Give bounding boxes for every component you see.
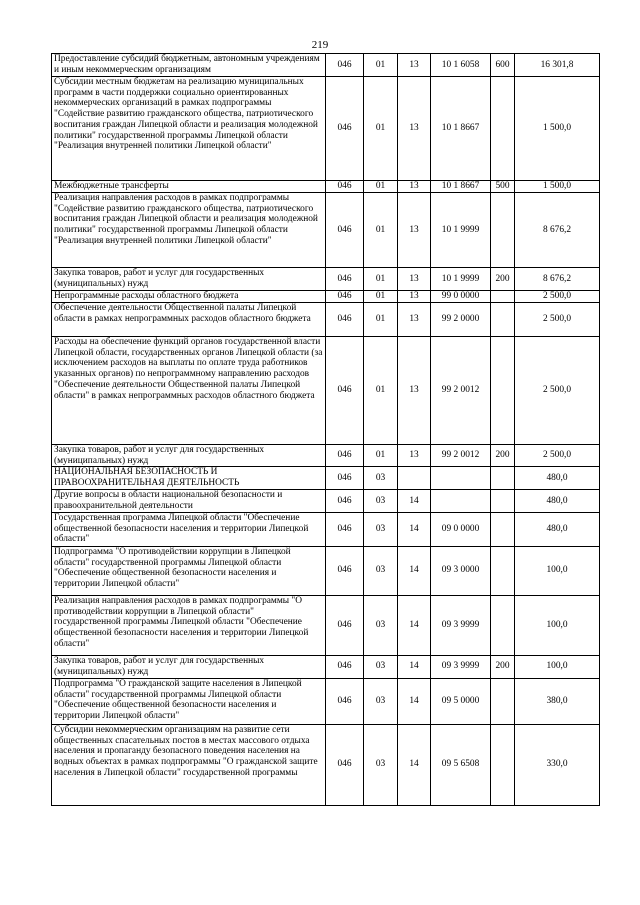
- table-row: [52, 546, 600, 595]
- cell-ved: 046: [326, 512, 364, 546]
- cell-ved: 046: [326, 490, 364, 512]
- cell-rz: 03: [364, 724, 398, 805]
- page-number: 219: [311, 39, 329, 51]
- cell-vr: 200: [491, 445, 515, 467]
- cell-pr: 14: [398, 655, 431, 678]
- cell-pr: 13: [398, 303, 431, 337]
- cell-rz: 01: [364, 303, 398, 337]
- cell-name: Обеспечение деятельности Общественной палаты Липецкой области в рамках непрограммных расходов областного бюджета: [52, 303, 326, 337]
- cell-sum: 1 500,0: [515, 77, 600, 181]
- cell-name: Закупка товаров, работ и услуг для государственных (муниципальных) нужд: [52, 655, 326, 678]
- cell-pr: 13: [398, 291, 431, 303]
- cell-name: Непрограммные расходы областного бюджета: [52, 291, 326, 303]
- cell-name: Субсидии местным бюджетам на реализацию муниципальных программ в части поддержки социально ориентированных некоммерческих организаций в рамках подпрограммы "Содействие развитию гражданского общества, патриотического воспитания граждан Липецкой области и реализация молодежной политики" государственной программы Липецкой области "Реализация внутренней политики Липецкой области": [52, 77, 326, 181]
- cell-vr: [491, 291, 515, 303]
- cell-sum: 1 500,0: [515, 181, 600, 193]
- cell-rz: 03: [364, 512, 398, 546]
- cell-vr: [491, 512, 515, 546]
- table-row: [52, 303, 600, 337]
- cell-sum: 2 500,0: [515, 291, 600, 303]
- cell-ved: 046: [326, 54, 364, 77]
- cell-vr: 200: [491, 268, 515, 291]
- cell-pr: 13: [398, 181, 431, 193]
- cell-vr: [491, 337, 515, 445]
- cell-sum: 2 500,0: [515, 445, 600, 467]
- cell-name: Закупка товаров, работ и услуг для государственных (муниципальных) нужд: [52, 445, 326, 467]
- cell-csr: 09 5 0000: [431, 678, 491, 724]
- cell-csr: 10 1 9999: [431, 193, 491, 268]
- cell-rz: 03: [364, 678, 398, 724]
- cell-csr: [431, 490, 491, 512]
- table-row: [52, 445, 600, 467]
- cell-sum: 8 676,2: [515, 193, 600, 268]
- cell-csr: 09 5 6508: [431, 724, 491, 805]
- cell-vr: [491, 546, 515, 595]
- cell-sum: 16 301,8: [515, 54, 600, 77]
- cell-pr: 14: [398, 724, 431, 805]
- cell-csr: 09 3 0000: [431, 546, 491, 595]
- cell-pr: 14: [398, 546, 431, 595]
- cell-vr: [491, 595, 515, 655]
- table-row: [52, 512, 600, 546]
- cell-vr: [491, 490, 515, 512]
- cell-ved: 046: [326, 337, 364, 445]
- cell-rz: 01: [364, 445, 398, 467]
- table-row: [52, 291, 600, 303]
- cell-vr: 600: [491, 54, 515, 77]
- cell-csr: 10 1 8667: [431, 181, 491, 193]
- cell-name: Реализация направления расходов в рамках подпрограммы "Содействие развитию гражданского общества, патриотического воспитания граждан Липецкой области и реализация молодежной политики" государственной программы Липецкой области "Реализация внутренней политики Липецкой области": [52, 193, 326, 268]
- cell-pr: 14: [398, 490, 431, 512]
- cell-sum: 100,0: [515, 595, 600, 655]
- cell-sum: 2 500,0: [515, 337, 600, 445]
- cell-rz: 01: [364, 181, 398, 193]
- cell-vr: 200: [491, 655, 515, 678]
- cell-name: Предоставление субсидий бюджетным, автономным учреждениям и иным некоммерческим организациям: [52, 54, 326, 77]
- cell-name: Подпрограмма "О гражданской защите населения в Липецкой области" государственной программы Липецкой области "Обеспечение общественной безопасности населения и территории Липецкой области": [52, 678, 326, 724]
- table-row: [52, 337, 600, 445]
- cell-csr: 10 1 9999: [431, 268, 491, 291]
- cell-sum: 2 500,0: [515, 303, 600, 337]
- cell-vr: 500: [491, 181, 515, 193]
- cell-csr: [431, 467, 491, 490]
- cell-rz: 03: [364, 467, 398, 490]
- cell-ved: 046: [326, 546, 364, 595]
- table-row: [52, 655, 600, 678]
- cell-ved: 046: [326, 181, 364, 193]
- cell-ved: 046: [326, 467, 364, 490]
- cell-ved: 046: [326, 193, 364, 268]
- cell-name: НАЦИОНАЛЬНАЯ БЕЗОПАСНОСТЬ И ПРАВООХРАНИТЕЛЬНАЯ ДЕЯТЕЛЬНОСТЬ: [52, 467, 326, 490]
- cell-sum: 480,0: [515, 512, 600, 546]
- table-row: [52, 595, 600, 655]
- cell-sum: 380,0: [515, 678, 600, 724]
- cell-ved: 046: [326, 291, 364, 303]
- cell-ved: 046: [326, 655, 364, 678]
- cell-ved: 046: [326, 445, 364, 467]
- table-row: [52, 54, 600, 77]
- table-row: [52, 724, 600, 805]
- cell-csr: 99 2 0012: [431, 445, 491, 467]
- cell-rz: 03: [364, 490, 398, 512]
- table-row: [52, 490, 600, 512]
- cell-rz: 01: [364, 337, 398, 445]
- table-row: [52, 77, 600, 181]
- cell-rz: 01: [364, 54, 398, 77]
- cell-csr: 99 2 0000: [431, 303, 491, 337]
- cell-ved: 046: [326, 268, 364, 291]
- cell-csr: 09 0 0000: [431, 512, 491, 546]
- cell-ved: 046: [326, 595, 364, 655]
- cell-ved: 046: [326, 678, 364, 724]
- cell-sum: 100,0: [515, 655, 600, 678]
- cell-pr: [398, 467, 431, 490]
- cell-name: Подпрограмма "О противодействии коррупции в Липецкой области" государственной программы Липецкой области "Обеспечение общественной безопасности населения и территории Липецкой области": [52, 546, 326, 595]
- cell-rz: 01: [364, 291, 398, 303]
- cell-pr: 13: [398, 77, 431, 181]
- cell-rz: 03: [364, 655, 398, 678]
- cell-name: Расходы на обеспечение функций органов государственной власти Липецкой области, государственных органов Липецкой области (за исключением расходов на выплаты по оплате труда работников указанных органов) по непрограммному направлению расходов "Обеспечение деятельности Общественной палаты Липецкой области" в рамках непрограммных расходов областного бюджета: [52, 337, 326, 445]
- cell-ved: 046: [326, 724, 364, 805]
- cell-rz: 03: [364, 546, 398, 595]
- cell-vr: [491, 193, 515, 268]
- table-row: [52, 678, 600, 724]
- cell-name: Государственная программа Липецкой области "Обеспечение общественной безопасности населения и территории Липецкой области": [52, 512, 326, 546]
- table-row: [52, 467, 600, 490]
- cell-sum: 100,0: [515, 546, 600, 595]
- cell-rz: 01: [364, 193, 398, 268]
- cell-name: Субсидии некоммерческим организациям на развитие сети общественных спасательных постов в местах массового отдыха населения и пропаганду безопасного поведения населения на водных объектах в рамках подпрограммы "О гражданской защите населения в Липецкой области" государственной программы: [52, 724, 326, 805]
- table-row: [52, 268, 600, 291]
- cell-name: Другие вопросы в области национальной безопасности и правоохранительной деятельности: [52, 490, 326, 512]
- cell-name: Реализация направления расходов в рамках подпрограммы "О противодействии коррупции в Липецкой области" государственной программы Липецкой области "Обеспечение общественной безопасности населения и территории Липецкой области": [52, 595, 326, 655]
- cell-sum: 330,0: [515, 724, 600, 805]
- cell-pr: 14: [398, 678, 431, 724]
- cell-pr: 14: [398, 512, 431, 546]
- cell-csr: 99 2 0012: [431, 337, 491, 445]
- cell-sum: 480,0: [515, 467, 600, 490]
- cell-csr: 09 3 9999: [431, 595, 491, 655]
- cell-csr: 10 1 6058: [431, 54, 491, 77]
- cell-vr: [491, 303, 515, 337]
- cell-pr: 13: [398, 54, 431, 77]
- cell-rz: 01: [364, 77, 398, 181]
- cell-ved: 046: [326, 303, 364, 337]
- cell-pr: 14: [398, 595, 431, 655]
- cell-sum: 480,0: [515, 490, 600, 512]
- cell-vr: [491, 724, 515, 805]
- cell-name: Межбюджетные трансферты: [52, 181, 326, 193]
- cell-sum: 8 676,2: [515, 268, 600, 291]
- cell-vr: [491, 77, 515, 181]
- cell-csr: 10 1 8667: [431, 77, 491, 181]
- table-row: [52, 193, 600, 268]
- cell-vr: [491, 678, 515, 724]
- cell-rz: 01: [364, 268, 398, 291]
- cell-csr: 99 0 0000: [431, 291, 491, 303]
- cell-vr: [491, 467, 515, 490]
- cell-pr: 13: [398, 445, 431, 467]
- budget-table: [51, 53, 600, 806]
- cell-csr: 09 3 9999: [431, 655, 491, 678]
- cell-pr: 13: [398, 268, 431, 291]
- cell-pr: 13: [398, 337, 431, 445]
- cell-rz: 03: [364, 595, 398, 655]
- cell-ved: 046: [326, 77, 364, 181]
- table-row: [52, 181, 600, 193]
- cell-name: Закупка товаров, работ и услуг для государственных (муниципальных) нужд: [52, 268, 326, 291]
- cell-pr: 13: [398, 193, 431, 268]
